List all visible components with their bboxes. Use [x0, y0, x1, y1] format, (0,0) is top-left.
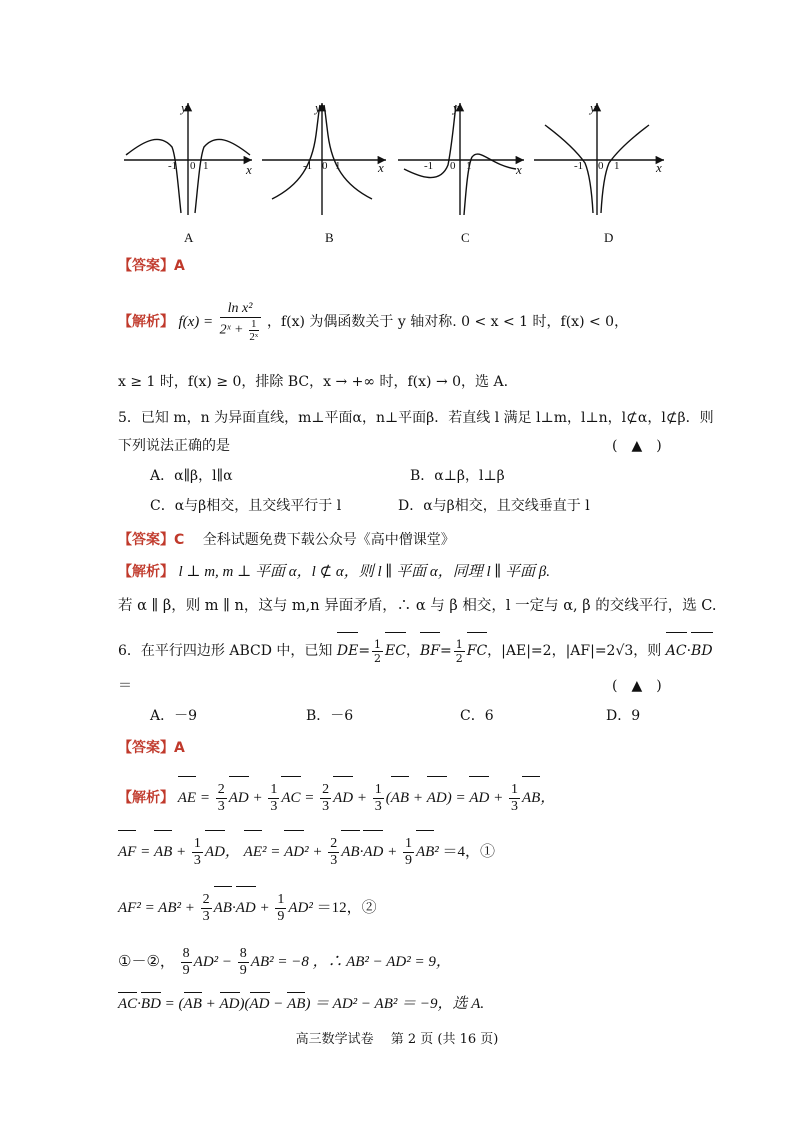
graph-b	[262, 103, 386, 215]
frac-8-9	[238, 946, 249, 979]
analysis-tag: 【解析】	[118, 790, 174, 806]
function-graphs	[0, 95, 794, 225]
frac-2-3	[216, 782, 227, 815]
q5-stem-line2: 下列说法正确的是	[118, 438, 230, 454]
graph-b-y-label: y	[315, 100, 321, 115]
frac-den: 3	[322, 799, 330, 815]
promo-text: 全科试题免费下载公众号《高中僧课堂》	[202, 532, 455, 548]
vec-ac: AC	[281, 778, 300, 818]
vec-ad: AD	[427, 778, 447, 818]
graph-b-origin: 0	[322, 160, 328, 172]
frac-den: 3	[193, 853, 201, 869]
vec-ad: AD	[469, 778, 489, 818]
vec-ad: AD	[205, 832, 225, 872]
answer-value: C	[174, 532, 185, 548]
graph-c-y-label: y	[453, 100, 459, 115]
frac-2-3	[320, 782, 331, 815]
frac-1-3	[509, 782, 520, 815]
answer-tag: 【答案】	[118, 258, 174, 274]
vec-ad: AD	[333, 778, 353, 818]
vec-fc: FC	[467, 634, 487, 668]
frac-1-9	[403, 836, 414, 869]
graph-c-pos1: 1	[466, 160, 472, 172]
vec-ab: AB	[287, 996, 306, 1012]
vec-ae: AE	[244, 832, 262, 872]
den-part: 2ˣ +	[219, 322, 247, 338]
graph-a	[124, 103, 252, 215]
fx-numerator: ln x²	[220, 301, 261, 318]
frac-num: 2	[322, 782, 330, 798]
frac-den: 9	[239, 963, 247, 979]
q6-analysis-line3: AF² = AB² + $\frac{2}{3}$ AB·AD + $\frac{1}{9}$ AD² ＝12，②	[118, 888, 377, 928]
graph-d-origin: 0	[598, 160, 604, 172]
line-tail: ＝12，②	[316, 900, 377, 916]
frac-num: 2	[330, 836, 338, 852]
vec-ad: AD	[219, 996, 240, 1012]
graph-a-y-label: y	[181, 100, 187, 115]
frac-den: 3	[217, 799, 225, 815]
graph-a-caption: A	[184, 230, 194, 245]
frac-den: 9	[404, 853, 412, 869]
frac-num: 1	[277, 892, 285, 908]
vec-ab: AB	[154, 832, 172, 872]
frac-1-3	[268, 782, 279, 815]
q6-analysis-line2: AF = AB + $\frac{1}{3}$ AD， AE² = AD² + $\frac{2}{3}$ AB·AD + $\frac{1}{9}$ AB² ＝4，①	[118, 832, 495, 872]
frac-den: 3	[374, 799, 382, 815]
frac-den: 3	[330, 853, 338, 869]
q6-stem-b: ，|AE|=2，|AF|=2√3，则	[487, 643, 662, 659]
frac-num: 1	[374, 782, 382, 798]
q6-eq: ＝	[118, 678, 132, 694]
half-den: 2	[374, 651, 382, 665]
vec-af: AF	[118, 832, 136, 872]
vec-ad: AD	[284, 832, 304, 872]
graph-d-x-label: x	[656, 160, 662, 175]
q4-analysis-line2: x ≥ 1 时，f(x) ≥ 0，排除 BC，x → +∞ 时，f(x) → 0，选 A.	[118, 374, 509, 390]
frac-half-1	[372, 638, 383, 665]
frac-1-3	[192, 836, 203, 869]
den-inner-frac	[249, 318, 259, 343]
frac-den: 3	[202, 909, 210, 925]
den-inner-num: 1	[251, 318, 257, 330]
frac-num: 1	[404, 836, 412, 852]
frac-half-2	[454, 638, 465, 665]
frac-num: 8	[182, 946, 190, 962]
vec-bd: BD	[140, 996, 161, 1012]
q6-stem-line1: 6．在平行四边形 ABCD 中，已知 DE= $\frac{1}{2}$ EC，BF= $\frac{1}{2}$ FC，|AE|=2，|AF|=2√3，则 AC·BD	[118, 634, 713, 668]
q6-option-d: D．9	[606, 708, 641, 724]
graph-a-pos1: 1	[203, 160, 209, 172]
graph-a-neg1: -1	[168, 160, 178, 172]
graph-c-x-label: x	[516, 162, 522, 177]
graph-b-x-label: x	[378, 160, 384, 175]
vec-ad: AD	[229, 778, 249, 818]
page-footer: 高三数学试卷 第 2 页 (共 16 页)	[295, 1032, 499, 1047]
analysis-tag: 【解析】	[118, 314, 174, 330]
graph-d	[534, 103, 664, 215]
frac-num: 1	[270, 782, 278, 798]
vec-ec: EC	[385, 634, 406, 668]
vec-bf: BF	[420, 634, 440, 668]
frac-1-9	[275, 892, 286, 925]
answer-value: A	[174, 740, 185, 756]
graph-c-neg1: -1	[424, 160, 434, 172]
q6-blank: ( ▲ )	[612, 678, 662, 694]
frac-num: 1	[193, 836, 201, 852]
q4-answer	[118, 256, 185, 276]
graph-d-pos1: 1	[614, 160, 620, 172]
q5-option-b: B．α⊥β，l⊥β	[410, 468, 505, 484]
fx-label: f(x) =	[178, 314, 214, 330]
graph-d-caption: D	[604, 230, 614, 245]
q5-blank: ( ▲ )	[612, 438, 662, 454]
frac-8-9	[181, 946, 192, 979]
frac-den: 3	[270, 799, 278, 815]
vec-ad: AD	[249, 996, 270, 1012]
graph-c	[398, 103, 524, 215]
q5-stem-line1: 5．已知 m，n 为异面直线，m⊥平面α，n⊥平面β．若直线 l 满足 l⊥m，l⊥n，l⊄α，l⊄β．则	[118, 410, 714, 426]
vec-ab: AB	[183, 996, 202, 1012]
vec-de: DE	[337, 634, 358, 668]
fx-fraction	[220, 301, 261, 343]
frac-den: 9	[182, 963, 190, 979]
graph-b-caption: B	[325, 230, 334, 245]
graph-c-caption: C	[461, 230, 470, 245]
frac-num: 1	[510, 782, 518, 798]
frac-num: 2	[217, 782, 225, 798]
graph-a-origin: 0	[190, 160, 196, 172]
q4-analysis-line1	[118, 300, 628, 344]
q5-option-a: A．α∥β，l∥α	[150, 468, 233, 484]
frac-num: 2	[202, 892, 210, 908]
line-tail: ，∴ AB² − AD² = 9，	[312, 954, 451, 970]
frac-2-3	[328, 836, 339, 869]
frac-den: 9	[277, 909, 285, 925]
graph-a-x-label: x	[246, 162, 252, 177]
vec-ab: AB	[341, 832, 359, 872]
q6-stem-a: 6．在平行四边形 ABCD 中，已知	[118, 643, 333, 659]
frac-1-3	[373, 782, 384, 815]
den-inner-den: 2ˣ	[249, 331, 259, 343]
vec-ad: AD	[363, 832, 383, 872]
vec-bd: BD	[691, 634, 713, 668]
answer-value: A	[174, 258, 185, 274]
q5-analysis-line2: 若 α ∥ β，则 m ∥ n，这与 m,n 异面矛盾，∴ α 与 β 相交，l 一定与 α, β 的交线平行，选 C.	[118, 598, 717, 614]
answer-tag: 【答案】	[118, 532, 174, 548]
q5-option-d: D．α与β相交，且交线垂直于 l	[398, 498, 590, 514]
graph-b-neg1: -1	[303, 160, 313, 172]
q6-answer	[118, 738, 185, 758]
frac-den: 3	[510, 799, 518, 815]
q6-analysis-line4: ①－②， $\frac{8}{9}$ AD² − $\frac{8}{9}$ AB² = −8 ，∴ AB² − AD² = 9，	[118, 946, 451, 979]
frac-2-3	[201, 892, 212, 925]
q6-analysis-line5: AC·BD = (AB + AD)(AD − AB) ＝ AD² − AB² ＝ −9，选 A.	[118, 996, 485, 1012]
vec-ab: AB	[214, 888, 232, 928]
q5-analysis-line1	[118, 562, 550, 582]
vec-ae: AE	[178, 778, 196, 818]
q5-answer	[118, 530, 455, 550]
analysis-text-1: ，f(x) 为偶函数关于 y 轴对称. 0 < x < 1 时，f(x) < 0，	[266, 314, 629, 330]
vec-ab: AB	[391, 778, 409, 818]
analysis-text: l ⊥ m, m ⊥ 平面 α，l ⊄ α，则 l ∥ 平面 α，同理 l ∥ 平面 β.	[178, 564, 551, 580]
vec-ab: AB	[522, 778, 540, 818]
half-den: 2	[455, 651, 463, 665]
graph-b-pos1: 1	[335, 160, 341, 172]
q6-option-a: A．－9	[150, 708, 198, 724]
line-lead: ①－②，	[118, 954, 175, 970]
analysis-tag: 【解析】	[118, 564, 174, 580]
graph-d-y-label: y	[590, 100, 596, 115]
vec-ab: AB	[416, 832, 434, 872]
q6-option-b: B．－6	[306, 708, 354, 724]
line-tail: ＝4，①	[442, 844, 496, 860]
vec-ad: AD	[236, 888, 256, 928]
graph-d-neg1: -1	[574, 160, 584, 172]
fx-denominator	[220, 318, 261, 343]
line-tail: ＝ AD² − AB² ＝ −9，选 A.	[314, 996, 485, 1012]
half-num: 1	[374, 637, 382, 651]
graph-c-origin: 0	[450, 160, 456, 172]
q6-analysis-line1: 【解析】 AE = $\frac{2}{3}$ AD + $\frac{1}{3}$ AC = $\frac{2}{3}$ AD + $\frac{1}{3}$ (AB + AD) = AD + $\frac{1}{3}$ AB，	[118, 778, 555, 818]
vec-ac: AC	[118, 996, 138, 1012]
q6-option-c: C．6	[460, 708, 494, 724]
q5-option-c: C．α与β相交，且交线平行于 l	[150, 498, 342, 514]
half-num: 1	[455, 637, 463, 651]
frac-num: 8	[239, 946, 247, 962]
answer-tag: 【答案】	[118, 740, 174, 756]
vec-ac: AC	[666, 634, 687, 668]
